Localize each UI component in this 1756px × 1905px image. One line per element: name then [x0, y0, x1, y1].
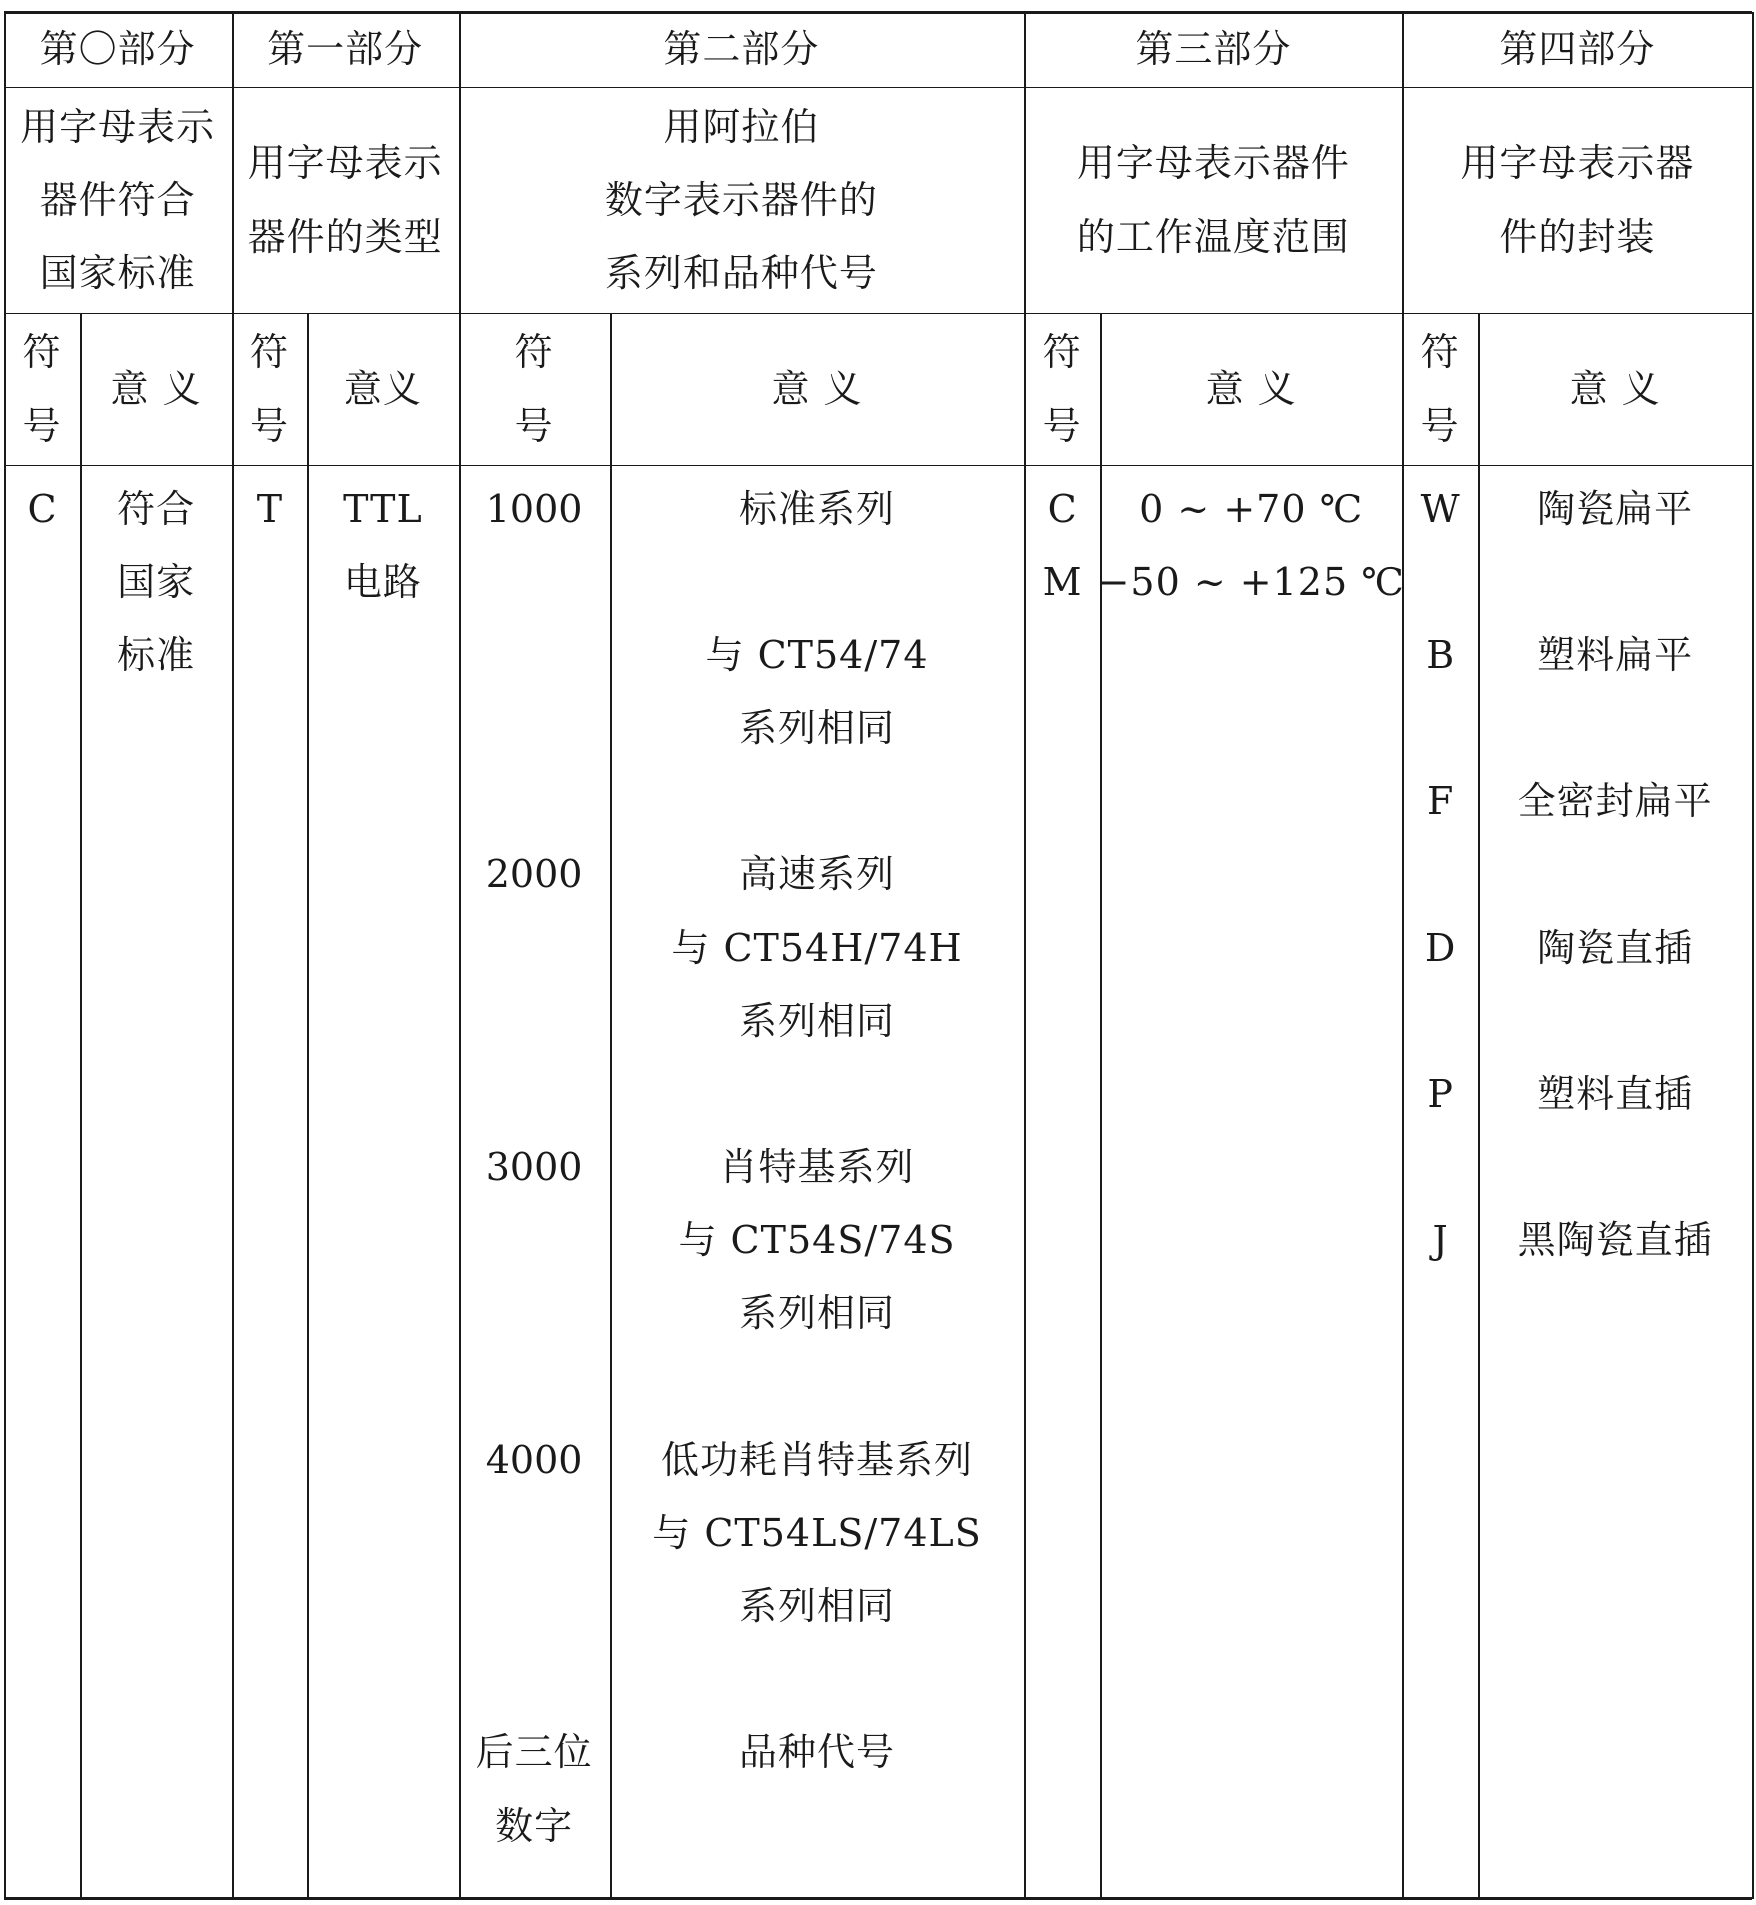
part-description-line: 器件的类型	[247, 214, 443, 259]
rule-top	[4, 11, 1753, 14]
meaning-cell: 与 CT54/74	[705, 632, 929, 677]
rule-header-2	[4, 313, 1753, 314]
symbol-header: 符	[514, 330, 554, 375]
meaning-cell: 品种代号	[739, 1730, 896, 1775]
meaning-cell: 标准系列	[739, 486, 896, 531]
meaning-header: 意 义	[1205, 367, 1297, 411]
meaning-cell: 黑陶瓷直插	[1517, 1218, 1713, 1263]
symbol-cell: F	[1426, 779, 1454, 824]
meaning-cell: 陶瓷扁平	[1537, 486, 1694, 531]
part-description-line: 件的封装	[1499, 214, 1656, 259]
meaning-cell: 与 CT54H/74H	[671, 925, 963, 970]
rule-sym-divider	[610, 313, 612, 1898]
symbol-cell: P	[1427, 1071, 1453, 1116]
meaning-cell: 标准	[117, 632, 196, 677]
rule-sym-divider	[1478, 313, 1480, 1898]
rule-sym-divider	[1100, 313, 1102, 1898]
symbol-cell: W	[1420, 486, 1460, 531]
part-description-line: 系列和品种代号	[604, 251, 878, 296]
meaning-header: 意 义	[1569, 367, 1661, 411]
meaning-cell: 国家	[117, 559, 196, 604]
symbol-header: 号	[1042, 403, 1082, 448]
symbol-header: 号	[1420, 403, 1460, 448]
symbol-header: 号	[514, 403, 554, 448]
rule-part-divider	[1752, 12, 1754, 1898]
part-title: 第〇部分	[39, 27, 196, 72]
meaning-cell: 系列相同	[739, 1291, 896, 1336]
part-description-line: 数字表示器件的	[604, 177, 878, 222]
part-description-line: 用字母表示器	[1460, 141, 1695, 186]
meaning-cell: 肖特基系列	[719, 1145, 915, 1189]
meaning-cell: 系列相同	[739, 1584, 896, 1628]
rule-part-divider	[4, 12, 6, 1898]
meaning-cell: 符合	[117, 486, 196, 531]
rule-part-divider	[459, 12, 461, 1898]
part-title: 第三部分	[1135, 27, 1292, 72]
meaning-cell: 陶瓷直插	[1537, 925, 1694, 970]
part-description-line: 用阿拉伯	[663, 104, 820, 149]
part-description-line: 用字母表示	[247, 141, 443, 186]
symbol-cell: B	[1426, 632, 1455, 677]
meaning-cell: 与 CT54S/74S	[678, 1218, 956, 1263]
part-description-line: 的工作温度范围	[1076, 214, 1350, 259]
symbol-cell: 数字	[495, 1803, 574, 1848]
meaning-cell: 全密封扁平	[1517, 779, 1713, 824]
part-description-line: 用字母表示	[20, 104, 216, 149]
meaning-cell: 系列相同	[739, 706, 896, 750]
symbol-cell: 3000	[485, 1145, 583, 1189]
symbol-header: 号	[249, 403, 289, 448]
symbol-cell: 4000	[485, 1437, 583, 1482]
meaning-cell: 高速系列	[739, 852, 896, 897]
part-title: 第一部分	[267, 27, 424, 72]
part-description-line: 国家标准	[39, 251, 196, 296]
meaning-cell: 电路	[343, 559, 422, 604]
symbol-cell: C	[27, 486, 57, 531]
symbol-cell: 1000	[485, 486, 583, 531]
symbol-header: 符	[1042, 330, 1082, 375]
symbol-header: 符	[22, 330, 62, 375]
symbol-cell: M	[1042, 559, 1082, 604]
symbol-cell: 2000	[485, 852, 583, 897]
meaning-cell: 塑料直插	[1537, 1071, 1694, 1116]
symbol-header: 号	[22, 403, 62, 448]
meaning-cell: −50 ~ +125 ℃	[1097, 559, 1405, 604]
meaning-cell: 与 CT54LS/74LS	[652, 1510, 982, 1555]
part-description-line: 用字母表示器件	[1076, 141, 1350, 186]
rule-sym-divider	[307, 313, 309, 1898]
meaning-header: 意 义	[110, 367, 202, 411]
rule-bottom	[4, 1897, 1753, 1900]
rule-part-divider	[232, 12, 234, 1898]
symbol-cell: J	[1432, 1218, 1448, 1263]
symbol-header: 符	[249, 330, 289, 375]
meaning-cell: 塑料扁平	[1537, 632, 1694, 677]
rule-part-divider	[1024, 12, 1026, 1898]
symbol-header: 符	[1420, 330, 1460, 375]
rule-header-3	[4, 465, 1753, 466]
symbol-cell: D	[1424, 925, 1456, 970]
part-description-line: 器件符合	[39, 177, 196, 222]
symbol-cell: T	[256, 486, 283, 531]
rule-part-divider	[1402, 12, 1404, 1898]
rule-sym-divider	[80, 313, 82, 1898]
meaning-cell: 系列相同	[739, 998, 896, 1043]
rule-header-1	[4, 87, 1753, 88]
meaning-cell: 0 ~ +70 ℃	[1139, 486, 1364, 531]
part-title: 第四部分	[1499, 27, 1656, 72]
symbol-cell: 后三位	[475, 1730, 593, 1775]
meaning-header: 意 义	[771, 367, 863, 411]
part-title: 第二部分	[663, 27, 820, 72]
symbol-cell: C	[1047, 486, 1077, 531]
meaning-cell: TTL	[343, 486, 423, 531]
meaning-cell: 低功耗肖特基系列	[661, 1437, 974, 1482]
meaning-header: 意义	[343, 367, 422, 411]
